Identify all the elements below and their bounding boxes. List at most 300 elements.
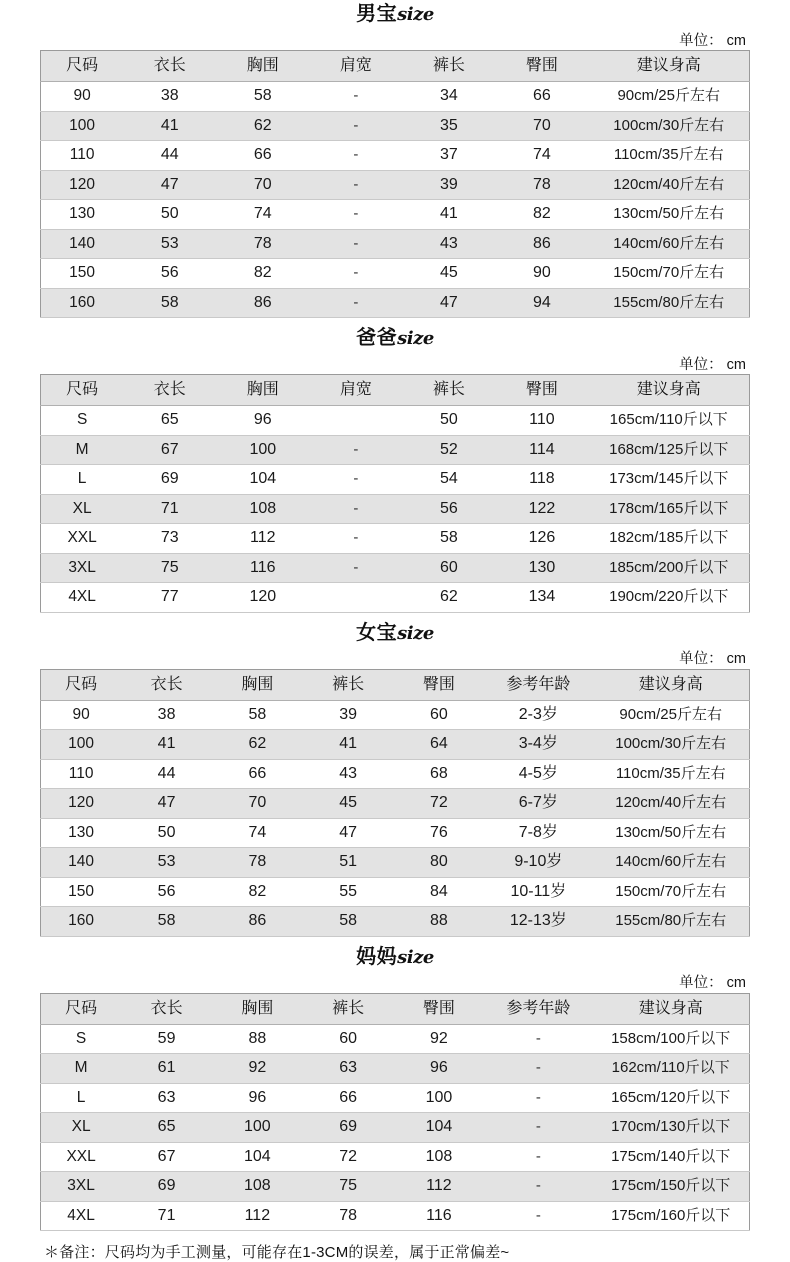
table-row xyxy=(41,406,750,436)
table-row xyxy=(41,789,750,819)
measurement-cell: 69 xyxy=(123,465,216,495)
table-row xyxy=(41,435,750,465)
measurement-cell: 66 xyxy=(303,1083,394,1113)
measurement-cell: 53 xyxy=(123,229,216,259)
size-code-cell: 150 xyxy=(41,877,122,907)
size-table xyxy=(40,993,750,1232)
measurement-cell: 70 xyxy=(495,111,588,141)
unit-label: 单位： cm xyxy=(679,32,746,49)
measurement-cell: 60 xyxy=(402,553,495,583)
recommended-height-cell: 162cm/110斤以下 xyxy=(592,1054,749,1084)
column-header: 臀围 xyxy=(394,669,485,700)
measurement-cell: 58 xyxy=(121,907,212,937)
column-header: 裤长 xyxy=(303,669,394,700)
measurement-cell: 64 xyxy=(394,730,485,760)
measurement-cell: 80 xyxy=(394,848,485,878)
measurement-cell: 53 xyxy=(121,848,212,878)
table-row xyxy=(41,1142,750,1172)
measurement-cell: 12-13岁 xyxy=(484,907,592,937)
measurement-cell: 56 xyxy=(121,877,212,907)
measurement-cell: 78 xyxy=(495,170,588,200)
empty-value-cell: - xyxy=(309,259,402,289)
recommended-height-cell: 155cm/80斤左右 xyxy=(592,907,749,937)
measurement-cell: 70 xyxy=(216,170,309,200)
table-row xyxy=(41,170,750,200)
unit-row xyxy=(40,28,750,50)
measurement-cell: 112 xyxy=(394,1172,485,1202)
measurement-cell: 2-3岁 xyxy=(484,700,592,730)
section-title-latin: size xyxy=(397,4,434,25)
measurement-footnote: ＊备注：尺码均为手工测量，可能存在1-3CM的误差，属于正常偏差~ xyxy=(44,1244,510,1261)
recommended-height-cell: 182cm/185斤以下 xyxy=(588,524,749,554)
size-code-cell: 120 xyxy=(41,789,122,819)
table-header-row xyxy=(41,375,750,406)
column-header: 胸围 xyxy=(212,669,303,700)
table-row xyxy=(41,583,750,613)
measurement-cell: 78 xyxy=(303,1201,394,1231)
recommended-height-cell: 165cm/120斤以下 xyxy=(592,1083,749,1113)
column-header: 建议身高 xyxy=(588,51,749,82)
measurement-cell: 43 xyxy=(402,229,495,259)
recommended-height-cell: 170cm/130斤以下 xyxy=(592,1113,749,1143)
recommended-height-cell: 100cm/30斤左右 xyxy=(592,730,749,760)
measurement-cell: 56 xyxy=(402,494,495,524)
measurement-cell: 44 xyxy=(121,759,212,789)
measurement-cell: 52 xyxy=(402,435,495,465)
recommended-height-cell: 110cm/35斤左右 xyxy=(588,141,749,171)
size-code-cell: XXL xyxy=(41,1142,122,1172)
measurement-cell: 34 xyxy=(402,82,495,112)
measurement-cell: 134 xyxy=(495,583,588,613)
size-code-cell: 160 xyxy=(41,288,124,318)
measurement-cell: 69 xyxy=(303,1113,394,1143)
empty-value-cell: - xyxy=(309,435,402,465)
empty-value-cell: - xyxy=(484,1113,592,1143)
column-header: 衣长 xyxy=(123,51,216,82)
unit-label: 单位： cm xyxy=(679,975,746,991)
measurement-cell: 56 xyxy=(123,259,216,289)
measurement-cell: 58 xyxy=(402,524,495,554)
measurement-cell: 75 xyxy=(303,1172,394,1202)
measurement-cell: 112 xyxy=(212,1201,303,1231)
column-header: 臀围 xyxy=(495,375,588,406)
size-code-cell: M xyxy=(41,435,124,465)
measurement-cell: 50 xyxy=(121,818,212,848)
measurement-cell: 45 xyxy=(402,259,495,289)
column-header: 胸围 xyxy=(216,51,309,82)
section-title-row xyxy=(40,943,750,971)
size-code-cell: 130 xyxy=(41,200,124,230)
measurement-cell: 77 xyxy=(123,583,216,613)
column-header: 肩宽 xyxy=(309,375,402,406)
measurement-cell: 75 xyxy=(123,553,216,583)
column-header: 肩宽 xyxy=(309,51,402,82)
measurement-cell: 50 xyxy=(123,200,216,230)
measurement-cell: 63 xyxy=(121,1083,212,1113)
empty-value-cell: - xyxy=(309,111,402,141)
table-row xyxy=(41,1054,750,1084)
column-header: 裤长 xyxy=(303,993,394,1024)
measurement-cell: 47 xyxy=(121,789,212,819)
empty-value-cell: - xyxy=(484,1024,592,1054)
recommended-height-cell: 175cm/150斤以下 xyxy=(592,1172,749,1202)
empty-value-cell: - xyxy=(484,1172,592,1202)
recommended-height-cell: 185cm/200斤以下 xyxy=(588,553,749,583)
measurement-cell: 86 xyxy=(216,288,309,318)
size-code-cell: M xyxy=(41,1054,122,1084)
measurement-cell: 120 xyxy=(216,583,309,613)
measurement-cell: 104 xyxy=(212,1142,303,1172)
size-code-cell: L xyxy=(41,465,124,495)
measurement-cell: 38 xyxy=(121,700,212,730)
measurement-cell: 88 xyxy=(394,907,485,937)
recommended-height-cell: 190cm/220斤以下 xyxy=(588,583,749,613)
measurement-cell: 65 xyxy=(123,406,216,436)
measurement-cell: 44 xyxy=(123,141,216,171)
column-header: 裤长 xyxy=(402,51,495,82)
measurement-cell: 68 xyxy=(394,759,485,789)
measurement-cell: 104 xyxy=(216,465,309,495)
measurement-cell: 126 xyxy=(495,524,588,554)
empty-value-cell: - xyxy=(309,553,402,583)
section-title xyxy=(356,4,434,24)
empty-value-cell: - xyxy=(484,1083,592,1113)
recommended-height-cell: 173cm/145斤以下 xyxy=(588,465,749,495)
measurement-cell: 71 xyxy=(123,494,216,524)
recommended-height-cell: 150cm/70斤左右 xyxy=(588,259,749,289)
measurement-cell: 66 xyxy=(495,82,588,112)
column-header: 臀围 xyxy=(394,993,485,1024)
size-code-cell: 160 xyxy=(41,907,122,937)
size-code-cell: 100 xyxy=(41,730,122,760)
section-title xyxy=(356,623,434,643)
size-code-cell: S xyxy=(41,406,124,436)
measurement-cell xyxy=(309,406,402,436)
measurement-cell: 72 xyxy=(394,789,485,819)
measurement-cell: 72 xyxy=(303,1142,394,1172)
measurement-cell: 47 xyxy=(123,170,216,200)
empty-value-cell: - xyxy=(484,1142,592,1172)
measurement-cell: 67 xyxy=(121,1142,212,1172)
measurement-cell: 60 xyxy=(394,700,485,730)
column-header: 胸围 xyxy=(212,993,303,1024)
measurement-cell: 66 xyxy=(212,759,303,789)
table-row xyxy=(41,200,750,230)
size-code-cell: 110 xyxy=(41,141,124,171)
table-row xyxy=(41,82,750,112)
measurement-cell: 76 xyxy=(394,818,485,848)
column-header: 建议身高 xyxy=(588,375,749,406)
measurement-cell: 45 xyxy=(303,789,394,819)
section-title-row xyxy=(40,619,750,647)
empty-value-cell: - xyxy=(484,1201,592,1231)
measurement-cell: 58 xyxy=(216,82,309,112)
measurement-cell: 108 xyxy=(216,494,309,524)
recommended-height-cell: 175cm/140斤以下 xyxy=(592,1142,749,1172)
measurement-cell: 9-10岁 xyxy=(484,848,592,878)
measurement-cell: 62 xyxy=(212,730,303,760)
measurement-cell: 58 xyxy=(212,700,303,730)
measurement-cell: 74 xyxy=(212,818,303,848)
empty-value-cell: - xyxy=(309,82,402,112)
measurement-cell: 37 xyxy=(402,141,495,171)
recommended-height-cell: 168cm/125斤以下 xyxy=(588,435,749,465)
measurement-cell: 100 xyxy=(394,1083,485,1113)
measurement-cell: 122 xyxy=(495,494,588,524)
size-code-cell: L xyxy=(41,1083,122,1113)
unit-row xyxy=(40,971,750,993)
table-row xyxy=(41,524,750,554)
size-code-cell: 90 xyxy=(41,700,122,730)
table-row xyxy=(41,1024,750,1054)
section-title-cn: 爸爸 xyxy=(356,327,398,349)
table-row xyxy=(41,877,750,907)
table-row xyxy=(41,494,750,524)
unit-row xyxy=(40,647,750,669)
measurement-cell: 66 xyxy=(216,141,309,171)
measurement-cell: 92 xyxy=(394,1024,485,1054)
empty-value-cell: - xyxy=(309,494,402,524)
measurement-cell: 58 xyxy=(303,907,394,937)
measurement-cell: 38 xyxy=(123,82,216,112)
size-code-cell: 3XL xyxy=(41,553,124,583)
table-header-row xyxy=(41,993,750,1024)
measurement-cell: 84 xyxy=(394,877,485,907)
section-title xyxy=(356,947,434,967)
column-header: 参考年龄 xyxy=(484,993,592,1024)
section-title-row xyxy=(40,0,750,28)
measurement-cell: 100 xyxy=(212,1113,303,1143)
measurement-cell: 58 xyxy=(123,288,216,318)
size-code-cell: S xyxy=(41,1024,122,1054)
size-code-cell: XL xyxy=(41,1113,122,1143)
table-row xyxy=(41,848,750,878)
table-row xyxy=(41,730,750,760)
empty-value-cell: - xyxy=(484,1054,592,1084)
empty-value-cell: - xyxy=(309,465,402,495)
measurement-cell: 61 xyxy=(121,1054,212,1084)
size-code-cell: 3XL xyxy=(41,1172,122,1202)
column-header: 臀围 xyxy=(495,51,588,82)
size-section xyxy=(0,324,790,613)
size-code-cell: 100 xyxy=(41,111,124,141)
size-code-cell: 150 xyxy=(41,259,124,289)
measurement-cell: 41 xyxy=(123,111,216,141)
measurement-cell: 71 xyxy=(121,1201,212,1231)
column-header: 参考年龄 xyxy=(484,669,592,700)
measurement-cell: 73 xyxy=(123,524,216,554)
table-row xyxy=(41,553,750,583)
size-section xyxy=(0,619,790,937)
column-header: 尺码 xyxy=(41,375,124,406)
measurement-cell: 59 xyxy=(121,1024,212,1054)
recommended-height-cell: 130cm/50斤左右 xyxy=(588,200,749,230)
measurement-cell: 90 xyxy=(495,259,588,289)
measurement-cell: 41 xyxy=(303,730,394,760)
measurement-cell: 10-11岁 xyxy=(484,877,592,907)
measurement-cell: 62 xyxy=(216,111,309,141)
size-code-cell: XXL xyxy=(41,524,124,554)
measurement-cell: 3-4岁 xyxy=(484,730,592,760)
measurement-cell: 69 xyxy=(121,1172,212,1202)
size-table xyxy=(40,669,750,937)
recommended-height-cell: 150cm/70斤左右 xyxy=(592,877,749,907)
measurement-cell: 110 xyxy=(495,406,588,436)
size-code-cell: XL xyxy=(41,494,124,524)
size-code-cell: 140 xyxy=(41,229,124,259)
table-row xyxy=(41,700,750,730)
recommended-height-cell: 100cm/30斤左右 xyxy=(588,111,749,141)
measurement-cell: 55 xyxy=(303,877,394,907)
measurement-cell: 112 xyxy=(216,524,309,554)
table-row xyxy=(41,259,750,289)
measurement-cell: 86 xyxy=(495,229,588,259)
measurement-cell: 39 xyxy=(402,170,495,200)
column-header: 衣长 xyxy=(123,375,216,406)
measurement-cell: 82 xyxy=(212,877,303,907)
recommended-height-cell: 140cm/60斤左右 xyxy=(592,848,749,878)
recommended-height-cell: 90cm/25斤左右 xyxy=(588,82,749,112)
measurement-cell: 47 xyxy=(303,818,394,848)
measurement-cell: 86 xyxy=(212,907,303,937)
measurement-cell: 54 xyxy=(402,465,495,495)
measurement-cell: 51 xyxy=(303,848,394,878)
measurement-cell: 41 xyxy=(402,200,495,230)
section-title xyxy=(356,328,434,348)
column-header: 衣长 xyxy=(121,669,212,700)
empty-value-cell: - xyxy=(309,200,402,230)
measurement-cell: 62 xyxy=(402,583,495,613)
measurement-cell: 96 xyxy=(216,406,309,436)
table-row xyxy=(41,288,750,318)
measurement-cell: 39 xyxy=(303,700,394,730)
table-row xyxy=(41,465,750,495)
table-row xyxy=(41,1201,750,1231)
measurement-cell: 96 xyxy=(394,1054,485,1084)
recommended-height-cell: 130cm/50斤左右 xyxy=(592,818,749,848)
size-section xyxy=(0,0,790,318)
size-code-cell: 4XL xyxy=(41,583,124,613)
measurement-cell: 116 xyxy=(216,553,309,583)
measurement-cell: 4-5岁 xyxy=(484,759,592,789)
table-row xyxy=(41,229,750,259)
measurement-cell: 88 xyxy=(212,1024,303,1054)
column-header: 裤长 xyxy=(402,375,495,406)
section-title-cn: 女宝 xyxy=(356,621,398,644)
section-title-latin: size xyxy=(397,622,434,644)
size-code-cell: 110 xyxy=(41,759,122,789)
measurement-cell: 47 xyxy=(402,288,495,318)
measurement-cell: 116 xyxy=(394,1201,485,1231)
size-table xyxy=(40,50,750,318)
measurement-cell: 108 xyxy=(212,1172,303,1202)
measurement-cell: 118 xyxy=(495,465,588,495)
unit-row xyxy=(40,352,750,374)
table-row xyxy=(41,907,750,937)
table-row xyxy=(41,759,750,789)
section-title-latin: size xyxy=(397,946,434,968)
measurement-cell: 114 xyxy=(495,435,588,465)
empty-value-cell: - xyxy=(309,229,402,259)
column-header: 尺码 xyxy=(41,993,122,1024)
measurement-cell: 50 xyxy=(402,406,495,436)
recommended-height-cell: 178cm/165斤以下 xyxy=(588,494,749,524)
column-header: 衣长 xyxy=(121,993,212,1024)
measurement-cell: 60 xyxy=(303,1024,394,1054)
recommended-height-cell: 158cm/100斤以下 xyxy=(592,1024,749,1054)
empty-value-cell: - xyxy=(309,288,402,318)
size-code-cell: 120 xyxy=(41,170,124,200)
measurement-cell: 82 xyxy=(495,200,588,230)
measurement-cell: 65 xyxy=(121,1113,212,1143)
unit-label: 单位： cm xyxy=(679,356,746,373)
size-section xyxy=(0,943,790,1232)
recommended-height-cell: 120cm/40斤左右 xyxy=(592,789,749,819)
measurement-cell: 104 xyxy=(394,1113,485,1143)
measurement-cell: 74 xyxy=(495,141,588,171)
empty-value-cell: - xyxy=(309,170,402,200)
table-header-row xyxy=(41,669,750,700)
table-row xyxy=(41,111,750,141)
measurement-cell: 108 xyxy=(394,1142,485,1172)
recommended-height-cell: 175cm/160斤以下 xyxy=(592,1201,749,1231)
measurement-cell: 67 xyxy=(123,435,216,465)
size-code-cell: 130 xyxy=(41,818,122,848)
measurement-cell: 96 xyxy=(212,1083,303,1113)
measurement-cell: 100 xyxy=(216,435,309,465)
column-header: 胸围 xyxy=(216,375,309,406)
recommended-height-cell: 165cm/110斤以下 xyxy=(588,406,749,436)
recommended-height-cell: 140cm/60斤左右 xyxy=(588,229,749,259)
size-code-cell: 140 xyxy=(41,848,122,878)
measurement-cell: 70 xyxy=(212,789,303,819)
section-title-cn: 男宝 xyxy=(356,3,398,25)
measurement-cell: 82 xyxy=(216,259,309,289)
empty-value-cell: - xyxy=(309,141,402,171)
measurement-cell: 63 xyxy=(303,1054,394,1084)
measurement-cell: 35 xyxy=(402,111,495,141)
section-title-row xyxy=(40,324,750,352)
recommended-height-cell: 90cm/25斤左右 xyxy=(592,700,749,730)
size-code-cell: 90 xyxy=(41,82,124,112)
measurement-cell: 43 xyxy=(303,759,394,789)
size-table xyxy=(40,374,750,613)
recommended-height-cell: 110cm/35斤左右 xyxy=(592,759,749,789)
recommended-height-cell: 155cm/80斤左右 xyxy=(588,288,749,318)
unit-label: 单位： cm xyxy=(679,651,746,667)
table-row xyxy=(41,1113,750,1143)
measurement-cell: 78 xyxy=(212,848,303,878)
measurement-cell xyxy=(309,583,402,613)
recommended-height-cell: 120cm/40斤左右 xyxy=(588,170,749,200)
empty-value-cell: - xyxy=(309,524,402,554)
table-header-row xyxy=(41,51,750,82)
table-row xyxy=(41,1083,750,1113)
measurement-cell: 92 xyxy=(212,1054,303,1084)
size-code-cell: 4XL xyxy=(41,1201,122,1231)
measurement-cell: 94 xyxy=(495,288,588,318)
measurement-cell: 78 xyxy=(216,229,309,259)
column-header: 建议身高 xyxy=(592,669,749,700)
table-row xyxy=(41,141,750,171)
column-header: 尺码 xyxy=(41,669,122,700)
column-header: 尺码 xyxy=(41,51,124,82)
measurement-cell: 74 xyxy=(216,200,309,230)
section-title-cn: 妈妈 xyxy=(356,945,398,968)
column-header: 建议身高 xyxy=(592,993,749,1024)
measurement-cell: 6-7岁 xyxy=(484,789,592,819)
measurement-cell: 130 xyxy=(495,553,588,583)
